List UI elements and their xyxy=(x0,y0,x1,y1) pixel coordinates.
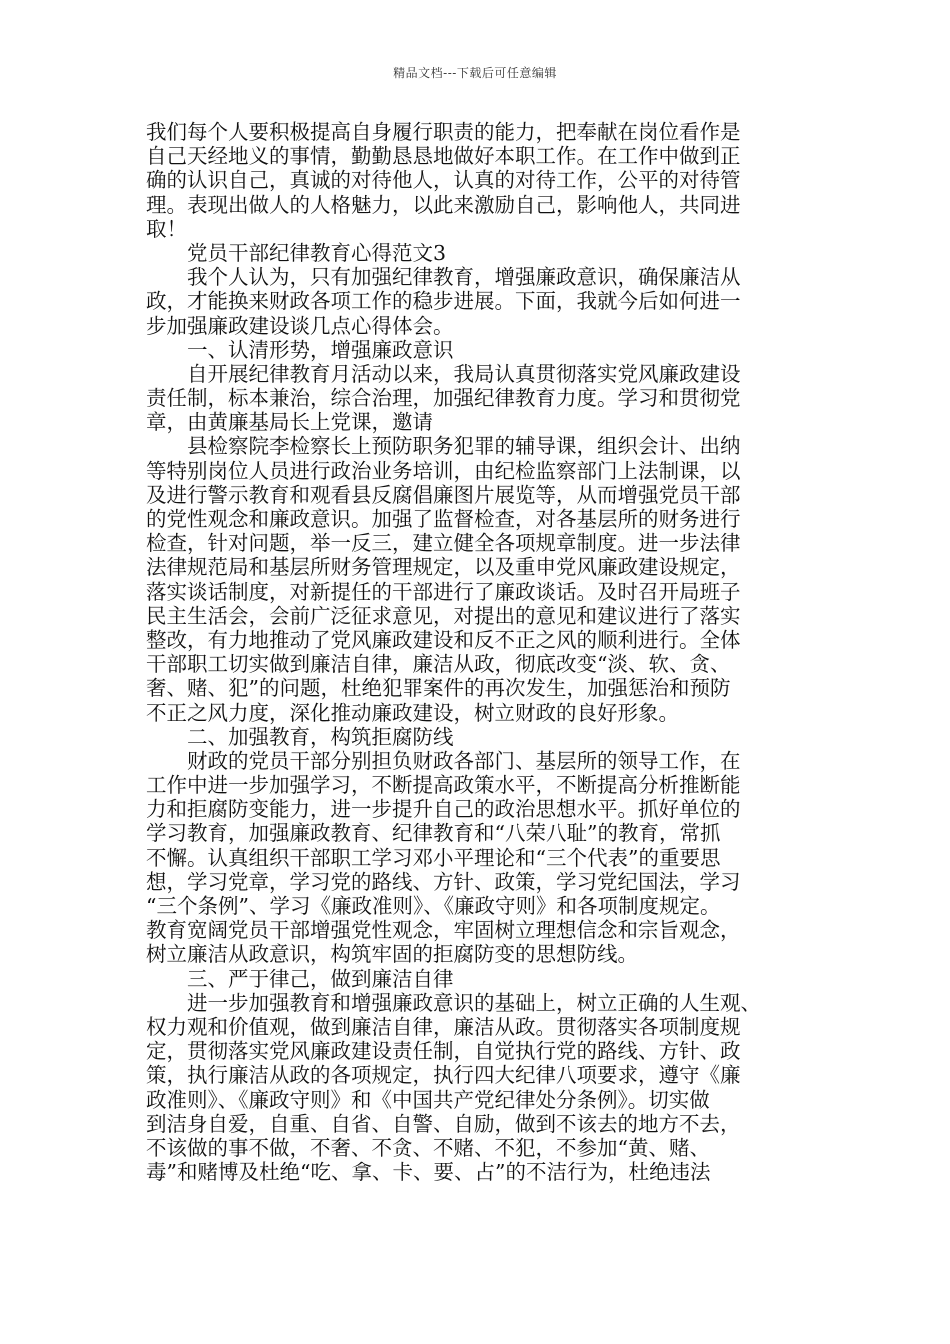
text-line: 想，学习党章，学习党的路线、方针、政策，学习党纪国法，学习 xyxy=(146,869,741,894)
text-line: 法律规范局和基层所财务管理规定，以及重申党风廉政建设规定， xyxy=(146,555,741,580)
text-line: 学习教育，加强廉政教育、纪律教育和“八荣八耻”的教育，常抓 xyxy=(146,821,721,846)
text-line: 等特别岗位人员进行政治业务培训，由纪检监察部门上法制课，以 xyxy=(146,458,741,483)
text-line: 干部职工切实做到廉洁自律，廉洁从政，彻底改变“淡、软、贪、 xyxy=(146,652,731,677)
text-line: 章，由黄廉基局长上党课，邀请 xyxy=(146,410,433,435)
text-line: 责任制，标本兼治，综合治理，加强纪律教育力度。学习和贯彻党 xyxy=(146,386,741,411)
text-line: 一、认清形势，增强廉政意识 xyxy=(187,337,454,362)
text-line: 财政的党员干部分别担负财政各部门、基层所的领导工作，在 xyxy=(187,748,741,773)
text-line: 自己天经地义的事情，勤勤恳恳地做好本职工作。在工作中做到正 xyxy=(146,144,741,169)
page-header: 精品文档---下载后可任意编辑 xyxy=(393,66,557,80)
text-line: 不正之风力度，深化推动廉政建设，树立财政的良好形象。 xyxy=(146,700,679,725)
text-line: 权力观和价值观，做到廉洁自律，廉洁从政。贯彻落实各项制度规 xyxy=(146,1014,741,1039)
text-line: 策，执行廉洁从政的各项规定，执行四大纪律八项要求，遵守《廉 xyxy=(146,1063,741,1088)
text-line: 进一步加强教育和增强廉政意识的基础上，树立正确的人生观、 xyxy=(187,990,761,1015)
text-line: 取！ xyxy=(146,216,187,241)
text-line: 到洁身自爱，自重、自省、自警、自励，做到不该去的地方不去， xyxy=(146,1111,741,1136)
text-line: “三个条例”、学习《廉政准则》、《廉政守则》和各项制度规定。 xyxy=(146,894,721,918)
text-line: 教育宽阔党员干部增强党性观念，牢固树立理想信念和宗旨观念， xyxy=(146,918,741,943)
text-line: 政准则》、《廉政守则》和《中国共产党纪律处分条例》。切实做 xyxy=(146,1087,710,1112)
text-line: 树立廉洁从政意识，构筑牢固的拒腐防变的思想防线。 xyxy=(146,942,638,967)
text-line: 我个人认为，只有加强纪律教育，增强廉政意识，确保廉洁从 xyxy=(187,265,741,290)
text-line: 及进行警示教育和观看县反腐倡廉图片展览等，从而增强党员干部 xyxy=(146,482,741,507)
text-line: 二、加强教育，构筑拒腐防线 xyxy=(187,724,454,749)
text-line: 落实谈话制度，对新提任的干部进行了廉政谈话。及时召开局班子 xyxy=(146,579,741,604)
text-line: 我们每个人要积极提高自身履行职责的能力，把奉献在岗位看作是 xyxy=(146,120,741,144)
text-line: 工作中进一步加强学习，不断提高政策水平，不断提高分析推断能 xyxy=(146,773,741,798)
text-line: 民主生活会，会前广泛征求意见，对提出的意见和建议进行了落实 xyxy=(146,603,741,628)
text-line: 整改，有力地推动了党风廉政建设和反不正之风的顺利进行。全体 xyxy=(146,627,741,652)
text-line: 党员干部纪律教育心得范文3 xyxy=(187,240,447,265)
text-line: 不该做的事不做，不奢、不贪、不赌、不犯，不参加“黄、赌、 xyxy=(146,1135,710,1160)
text-line: 三、严于律己，做到廉洁自律 xyxy=(187,966,454,991)
text-line: 奢、赌、犯”的问题，杜绝犯罪案件的再次发生，加强惩治和预防 xyxy=(146,676,731,701)
text-line: 政，才能换来财政各项工作的稳步进展。下面，我就今后如何进一 xyxy=(146,289,741,314)
text-line: 自开展纪律教育月活动以来，我局认真贯彻落实党风廉政建设 xyxy=(187,361,741,386)
text-line: 确的认识自己，真诚的对待他人，认真的对待工作，公平的对待管 xyxy=(146,168,741,193)
text-line: 的党性观念和廉政意识。加强了监督检查，对各基层所的财务进行 xyxy=(146,507,741,531)
text-line: 力和拒腐防变能力，进一步提升自己的政治思想水平。抓好单位的 xyxy=(146,797,741,822)
text-line: 县检察院李检察长上预防职务犯罪的辅导课，组织会计、出纳 xyxy=(187,434,741,459)
text-line: 理。表现出做人的人格魅力，以此来激励自己，影响他人，共同进 xyxy=(146,192,741,217)
text-line: 定，贯彻落实党风廉政建设责任制，自觉执行党的路线、方针、政 xyxy=(146,1039,741,1064)
text-line: 检查，针对问题，举一反三，建立健全各项规章制度。进一步法律 xyxy=(146,531,741,556)
document-body xyxy=(146,120,822,1184)
text-line: 不懈。认真组织干部职工学习邓小平理论和“三个代表”的重要思 xyxy=(146,845,721,870)
text-line: 毒”和赌博及杜绝“吃、拿、卡、要、占”的不洁行为，杜绝违法 xyxy=(146,1160,711,1185)
text-line: 步加强廉政建设谈几点心得体会。 xyxy=(146,313,454,338)
